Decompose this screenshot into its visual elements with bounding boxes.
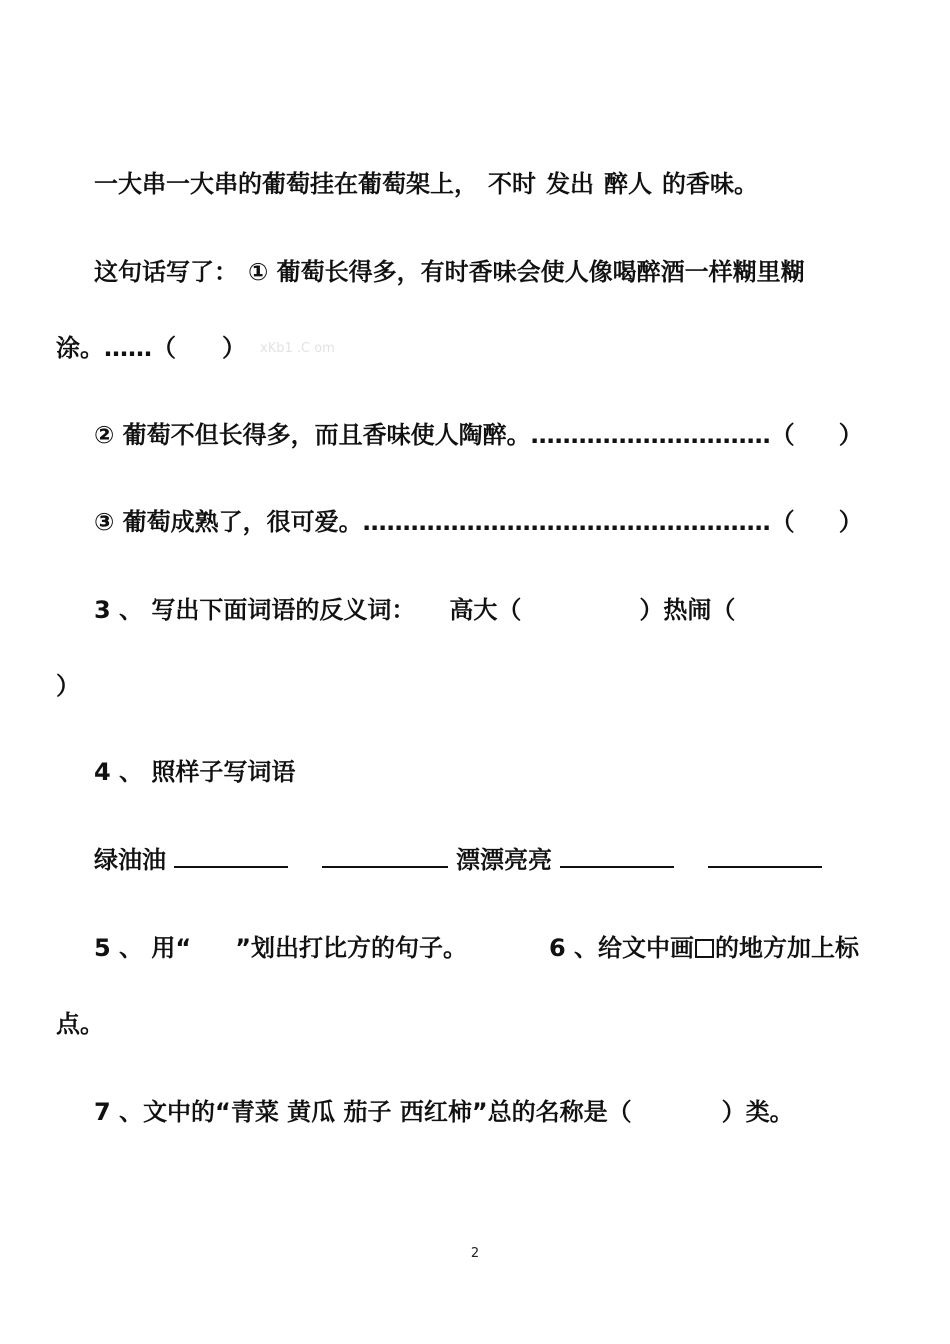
- intro-part-4: 醉人: [604, 170, 652, 198]
- q2-option-1-continuation: 涂。……（: [56, 334, 176, 362]
- intro-part-5: 的香味。: [662, 170, 758, 198]
- q5-part-1: 5 、 用“: [94, 934, 192, 962]
- q4-example-row: [94, 844, 822, 876]
- q3-line-1: [94, 594, 735, 626]
- q2-option-3-text: ③ 葡萄成熟了，很可爱。……………………………………………（: [94, 508, 795, 536]
- q5-q6-line-1: [94, 932, 859, 964]
- q7-part-1: 7 、文中的“青菜 黄瓜 茄子 西红柿”总的名称是（: [94, 1098, 632, 1126]
- q7: [94, 1096, 794, 1128]
- q4-blank-2[interactable]: [322, 844, 448, 868]
- q4-label: [94, 756, 295, 788]
- square-box-icon: [695, 939, 714, 958]
- q6-continuation: 点。: [56, 1010, 104, 1038]
- q2-option-1-text: ① 葡萄长得多，有时香味会使人像喝醉酒一样糊里糊: [248, 258, 805, 286]
- intro-part-3: 发出: [546, 170, 594, 198]
- q4-blank-4[interactable]: [708, 844, 822, 868]
- page-number: 2: [470, 1246, 480, 1261]
- q2-option-2-text: ② 葡萄不但长得多，而且香味使人陶醉。…………………………（: [94, 421, 795, 449]
- q2-option-2: [94, 419, 863, 451]
- q4-blank-3[interactable]: [560, 844, 674, 868]
- q7-part-2: ）类。: [721, 1098, 794, 1126]
- intro-part-2: 不时: [488, 170, 536, 198]
- q5-part-2: ”划出打比方的句子。: [235, 934, 467, 962]
- q4-blank-1[interactable]: [174, 844, 288, 868]
- q2-option-1-close-paren: ）: [222, 334, 246, 362]
- q2-option-1-line-1: [94, 256, 805, 288]
- q2-option-3: [94, 506, 863, 538]
- q3-line-2: [56, 670, 80, 702]
- intro-sentence: [94, 168, 758, 200]
- q4-example-word-2: 漂漂亮亮: [456, 846, 552, 874]
- q3-label: 3 、 写出下面词语的反义词：: [94, 596, 416, 624]
- q4-example-word-1: 绿油油: [94, 846, 166, 874]
- q6-part-2: 的地方加上标: [715, 934, 860, 962]
- q6-part-1: 6 、给文中画: [548, 934, 695, 962]
- q2-option-1-line-2: [56, 332, 335, 365]
- q2-option-3-close-paren: ）: [838, 508, 863, 536]
- q4-label-text: 4 、 照样子写词语: [94, 758, 296, 786]
- q3-close-paren: ）: [56, 672, 80, 700]
- q3-word-1: 高大（: [449, 596, 522, 624]
- intro-part-1: 一大串一大串的葡萄挂在葡萄架上，: [94, 170, 478, 198]
- q3-word-2: ）热闹（: [639, 596, 736, 624]
- q6-line-2: [56, 1008, 104, 1040]
- q2-option-2-close-paren: ）: [838, 421, 863, 449]
- watermark: xKb1 .C om: [260, 341, 335, 356]
- q2-stem: 这句话写了：: [94, 258, 238, 286]
